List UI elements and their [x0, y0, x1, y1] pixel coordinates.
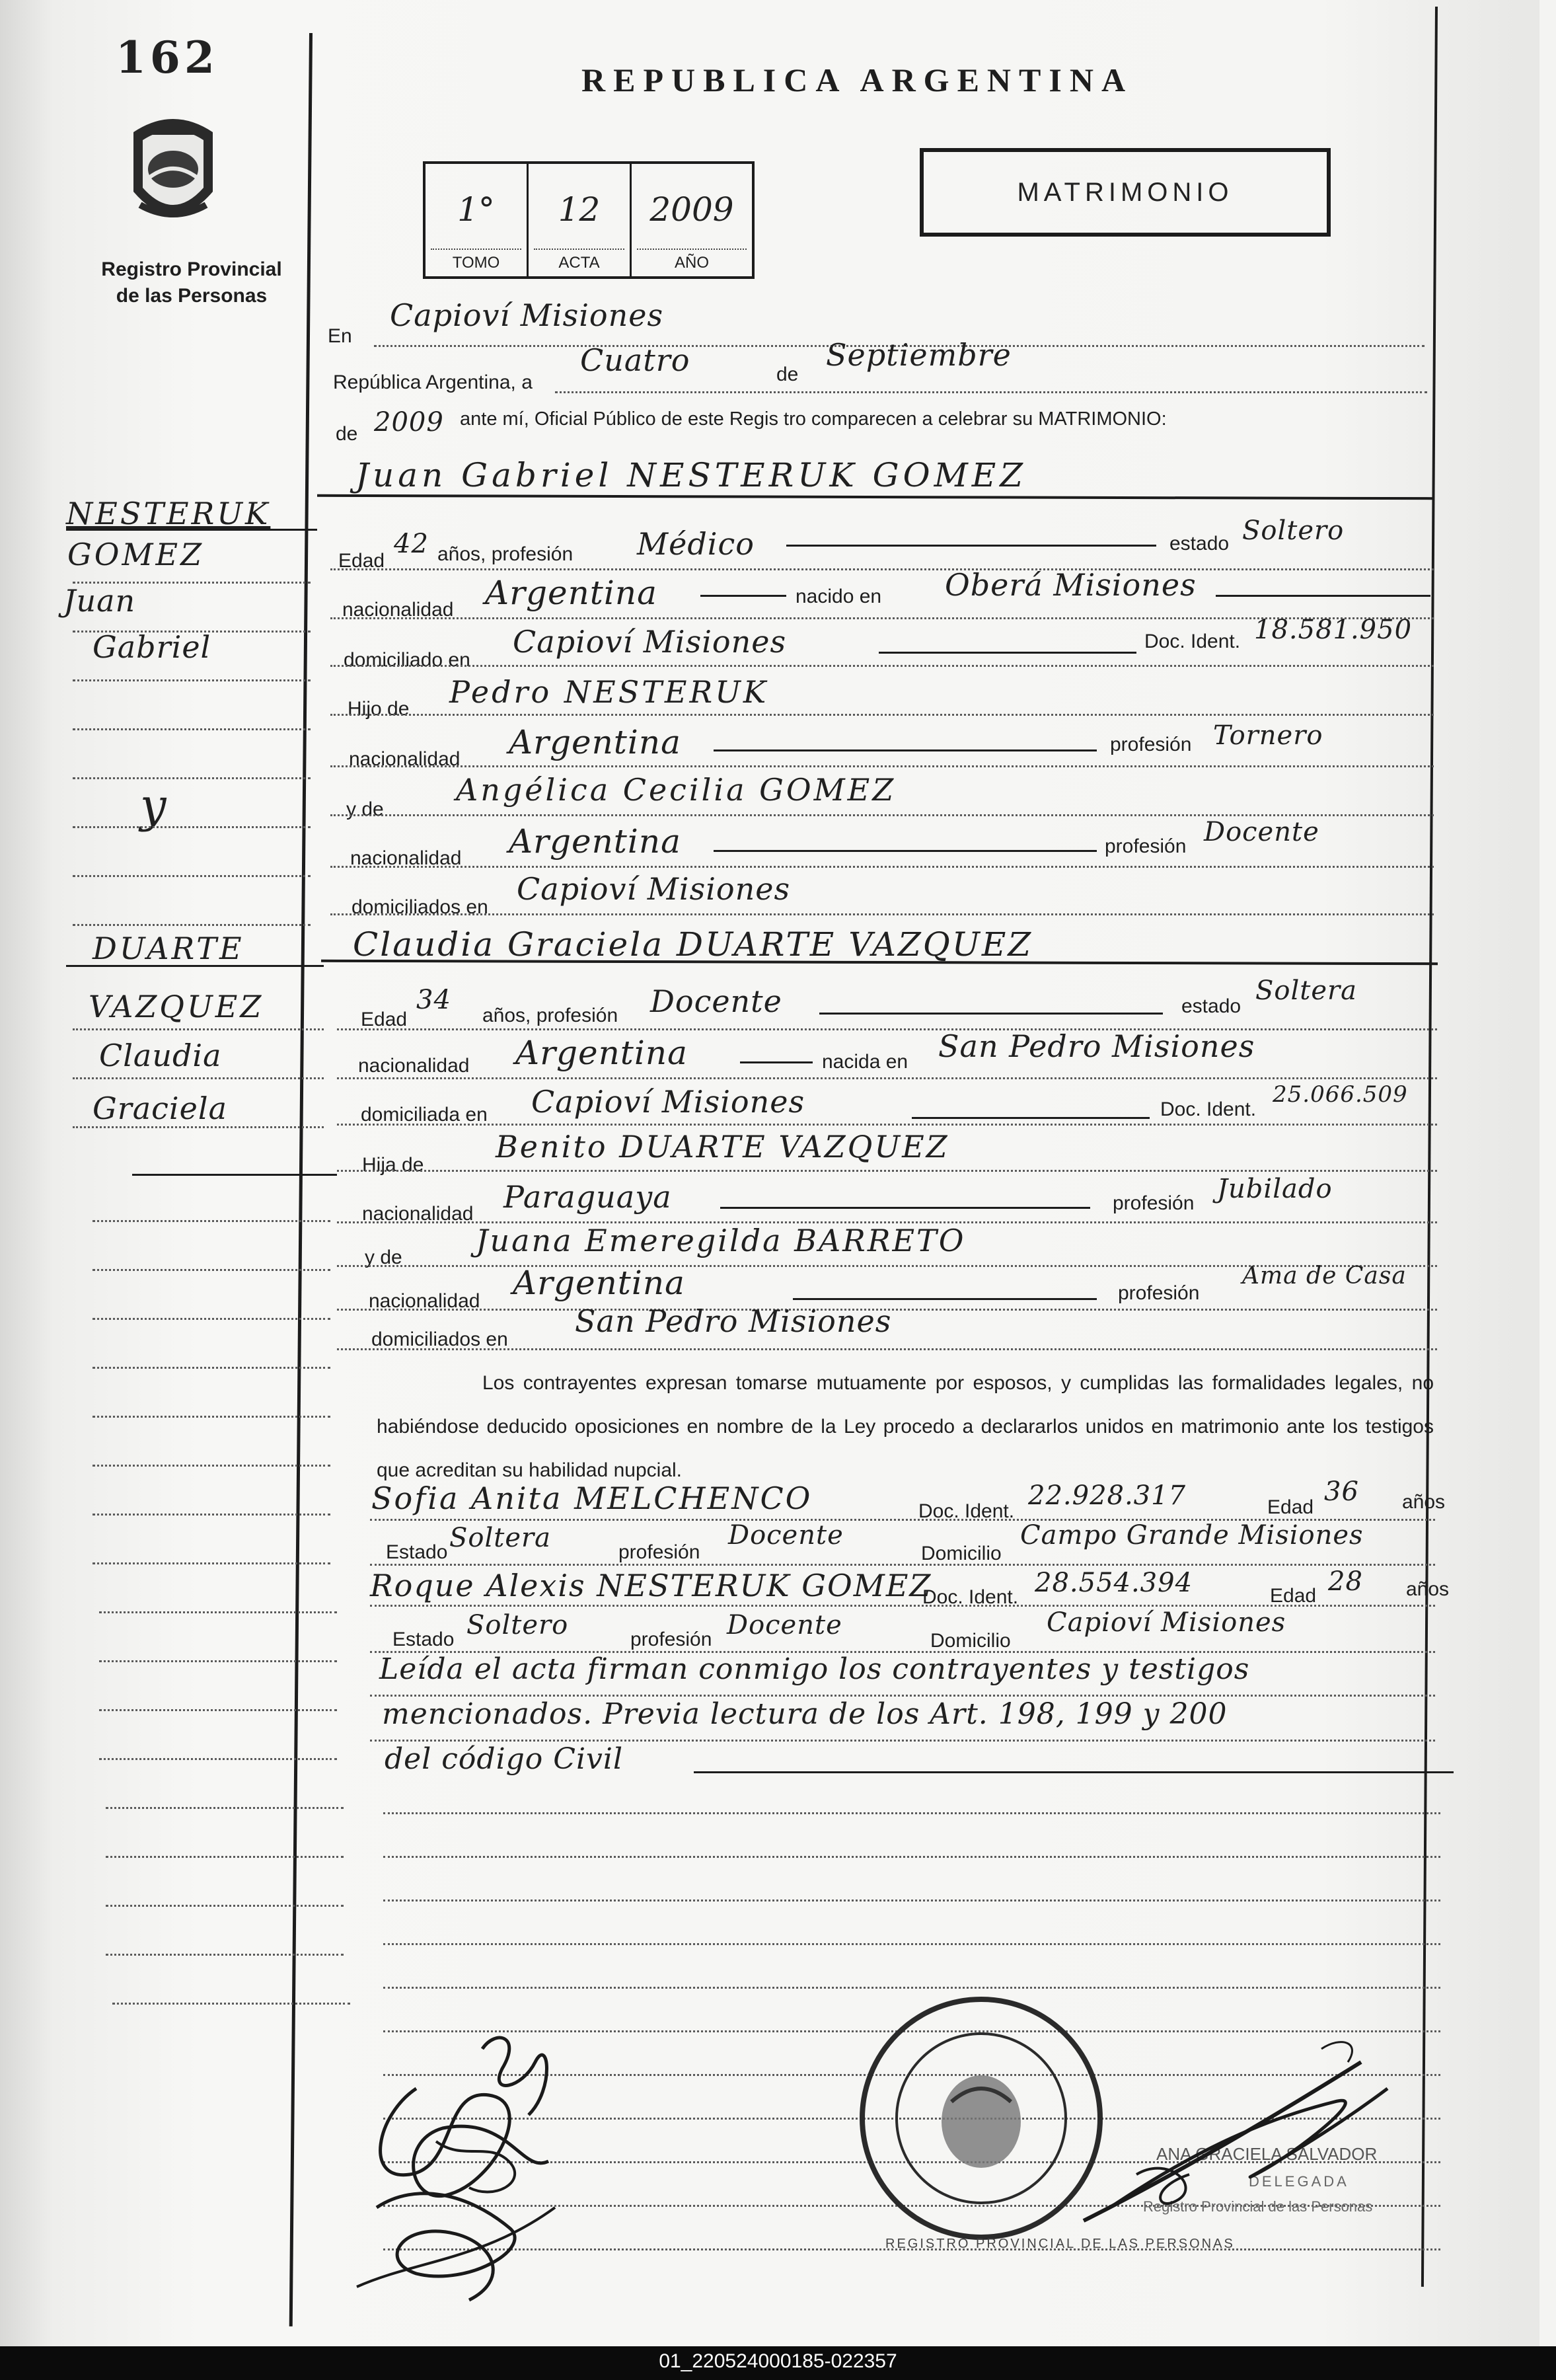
- margin-rule-line: [66, 529, 317, 531]
- intro-place: Capioví Misiones: [390, 297, 664, 333]
- act-type: MATRIMONIO: [1017, 177, 1234, 207]
- dotted-line: [337, 1124, 1437, 1126]
- answer-line: [714, 749, 1097, 751]
- witness-1-profession: Docente: [728, 1520, 844, 1551]
- dotted-line: [330, 665, 1434, 667]
- witness-2-domicilio-label: Domicilio: [930, 1630, 1011, 1652]
- bride-hija-label: Hija de: [362, 1154, 424, 1176]
- witness-2-name: Roque Alexis NESTERUK GOMEZ: [370, 1568, 932, 1603]
- margin-groom-given-2: Gabriel: [93, 629, 211, 665]
- closing-note-line2: mencionados. Previa lectura de los Art. 198, 199 y 200: [382, 1697, 1228, 1731]
- groom-mother-profesion-label: profesión: [1105, 835, 1187, 857]
- witness-1-doc-label: Doc. Ident.: [918, 1500, 1015, 1522]
- bride-mother-profesion-label: profesión: [1118, 1282, 1200, 1304]
- answer-line: [694, 1771, 1454, 1773]
- ano-label: AÑO: [674, 254, 709, 272]
- dotted-line: [370, 1695, 1435, 1697]
- dotted-line: [370, 1605, 1435, 1607]
- witness-2-edad-label: Edad: [1270, 1585, 1317, 1607]
- margin-rule-line: [66, 965, 324, 967]
- groom-full-name: Juan Gabriel NESTERUK GOMEZ: [355, 456, 1027, 494]
- dotted-line: [337, 1348, 1437, 1350]
- closing-note-line1: Leída el acta firman conmigo los contrayentes y testigos: [379, 1652, 1250, 1686]
- groom-domicile: Capioví Misiones: [513, 624, 787, 660]
- answer-line: [879, 652, 1136, 654]
- ano-cell: [632, 164, 752, 276]
- margin-rule: [289, 33, 313, 2326]
- bride-anos-profesion-label: años, profesión: [482, 1005, 618, 1026]
- bride-parents-domicile-label: domiciliados en: [371, 1328, 508, 1350]
- groom-mother-profession: Docente: [1204, 817, 1319, 847]
- intro-day: Cuatro: [580, 342, 690, 378]
- witness-2-profesion-label: profesión: [630, 1629, 712, 1650]
- intro-month: Septiembre: [826, 337, 1012, 373]
- acta-value: 12: [558, 190, 601, 229]
- registry-office-label: [66, 256, 317, 309]
- bride-nacionalidad-label: nacionalidad: [358, 1055, 470, 1077]
- dotted-line: [330, 866, 1434, 868]
- tomo-label: TOMO: [452, 254, 500, 272]
- groom-father-profession: Tornero: [1213, 720, 1323, 751]
- de-year-label: de: [336, 423, 358, 445]
- bride-mother-nationality-label: nacionalidad: [369, 1290, 480, 1312]
- groom-civil-status: Soltero: [1242, 516, 1345, 546]
- de-label: de: [776, 364, 799, 385]
- dotted-line: [330, 568, 1434, 570]
- dotted-line: [370, 1740, 1435, 1742]
- answer-line: [700, 595, 786, 597]
- groom-nationality: Argentina: [485, 574, 657, 612]
- groom-father: Pedro NESTERUK: [449, 674, 769, 710]
- bride-edad-label: Edad: [361, 1009, 408, 1030]
- bride-mother-nationality: Argentina: [513, 1264, 685, 1302]
- groom-estado-label: estado: [1169, 533, 1230, 555]
- margin-groom-surname-1: NESTERUK: [66, 496, 271, 531]
- bride-nacida-label: nacida en: [822, 1051, 908, 1073]
- dotted-line: [555, 391, 1427, 393]
- bride-mother-profession: Ama de Casa: [1242, 1262, 1407, 1289]
- groom-parents-domicile: Capioví Misiones: [517, 871, 791, 907]
- witness-2-domicile: Capioví Misiones: [1047, 1607, 1286, 1638]
- witness-2-civil-status: Soltero: [466, 1610, 569, 1640]
- declaration-paragraph: Los contrayentes expresan tomarse mutuamente por esposos, y cumplidas las formalidades legales, no habiéndose deducido oposiciones en nombre de la Ley procedo a declararlos unidos en matrimonio ante los testigos que acreditan su habilidad nupcial.: [377, 1372, 1434, 1481]
- witness-1-domicilio-label: Domicilio: [921, 1543, 1002, 1564]
- answer-line: [793, 1298, 1097, 1300]
- bride-estado-label: estado: [1181, 995, 1241, 1017]
- seal-text: REGISTRO PROVINCIAL DE LAS PERSONAS: [885, 2237, 1235, 2251]
- dotted-line: [330, 913, 1434, 915]
- intro-year: 2009: [374, 407, 444, 438]
- en-label: En: [328, 325, 352, 347]
- groom-anos-profesion-label: años, profesión: [437, 543, 574, 565]
- answer-line: [740, 1061, 813, 1063]
- section-rule: [317, 494, 1434, 500]
- registry-office-line1: Registro Provincial: [101, 258, 282, 280]
- margin-conjunction: y: [140, 779, 167, 833]
- groom-parents-domicile-label: domiciliados en: [352, 896, 488, 918]
- bride-domicile: Capioví Misiones: [531, 1084, 805, 1120]
- answer-line: [1216, 595, 1430, 597]
- republica-label: República Argentina, a: [333, 371, 533, 393]
- bride-father: Benito DUARTE VAZQUEZ: [496, 1129, 949, 1165]
- groom-yde-label: y de: [346, 798, 384, 820]
- witness-1-edad-label: Edad: [1267, 1496, 1314, 1518]
- answer-line: [912, 1117, 1150, 1119]
- margin-bride-surname-2: VAZQUEZ: [89, 989, 264, 1024]
- signature-scribble-icon: [1057, 2022, 1427, 2247]
- stamp-name: ANA GRACIELA SALVADOR: [1156, 2144, 1378, 2164]
- witness-1-name: Sofia Anita MELCHENCO: [371, 1480, 813, 1516]
- groom-father-nationality: Argentina: [509, 723, 681, 761]
- witness-1-profesion-label: profesión: [618, 1541, 700, 1563]
- signature-right: [1057, 2022, 1427, 2247]
- registry-box: [423, 161, 755, 279]
- dotted-line: [337, 1170, 1437, 1172]
- witness-2-doc-label: Doc. Ident.: [922, 1586, 1019, 1608]
- coat-of-arms-icon: [120, 106, 226, 238]
- margin-bride-given-1: Claudia: [99, 1038, 222, 1073]
- groom-domiciliado-label: domiciliado en: [344, 649, 470, 671]
- groom-nacido-label: nacido en: [796, 586, 882, 607]
- margin-bride-given-2: Graciela: [93, 1091, 227, 1126]
- bride-birthplace: San Pedro Misiones: [938, 1028, 1255, 1064]
- bride-domiciliada-label: domiciliada en: [361, 1104, 488, 1126]
- acta-label: ACTA: [558, 254, 600, 272]
- bride-mother: Juana Emeregilda BARRETO: [476, 1223, 966, 1258]
- dotted-line: [337, 1028, 1437, 1030]
- witness-2-age: 28: [1328, 1566, 1363, 1597]
- groom-mother: Angélica Cecilia GOMEZ: [456, 772, 897, 808]
- groom-father-nationality-label: nacionalidad: [349, 748, 461, 770]
- witness-1-domicile: Campo Grande Misiones: [1020, 1520, 1364, 1551]
- dotted-line: [330, 814, 1434, 816]
- margin-rule-line: [132, 1174, 337, 1176]
- margin-groom-surname-2: GOMEZ: [67, 537, 205, 572]
- groom-mother-nationality-label: nacionalidad: [350, 847, 462, 869]
- dotted-line: [337, 1077, 1437, 1079]
- country-title: REPUBLICA ARGENTINA: [581, 61, 1134, 98]
- witness-1-doc: 22.928.317: [1028, 1480, 1187, 1511]
- groom-mother-nationality: Argentina: [509, 822, 681, 861]
- stamp-office: Registro Provincial de las Personas: [1143, 2198, 1373, 2215]
- section-rule: [321, 960, 1438, 965]
- stamp-role: DELEGADA: [1249, 2173, 1349, 2190]
- bride-parents-domicile: San Pedro Misiones: [575, 1303, 892, 1339]
- bride-civil-status: Soltera: [1255, 976, 1357, 1006]
- bride-father-profesion-label: profesión: [1113, 1192, 1195, 1214]
- registry-office-line2: de las Personas: [116, 285, 268, 307]
- dotted-line: [370, 1564, 1435, 1566]
- bride-full-name: Claudia Graciela DUARTE VAZQUEZ: [353, 925, 1033, 964]
- witness-2-profession: Docente: [727, 1610, 842, 1640]
- registry-emblem: [120, 106, 226, 238]
- answer-line: [714, 850, 1097, 852]
- bride-yde-label: y de: [365, 1247, 402, 1268]
- ano-value: 2009: [649, 190, 734, 229]
- groom-father-profesion-label: profesión: [1110, 734, 1192, 755]
- groom-edad-label: Edad: [338, 550, 385, 572]
- bride-father-profession: Jubilado: [1217, 1174, 1333, 1204]
- page-number: 162: [116, 32, 219, 83]
- closing-note-line3: del código Civil: [385, 1742, 624, 1776]
- bride-nationality: Argentina: [515, 1034, 688, 1072]
- margin-bride-surname-1: DUARTE: [93, 931, 244, 966]
- witness-2-doc: 28.554.394: [1035, 1568, 1193, 1598]
- signatures-left: [337, 2009, 614, 2320]
- dotted-line: [330, 714, 1434, 716]
- groom-doc-label: Doc. Ident.: [1144, 631, 1241, 652]
- groom-birthplace: Oberá Misiones: [945, 567, 1197, 603]
- groom-nacionalidad-label: nacionalidad: [342, 599, 454, 621]
- groom-doc: 18.581.950: [1254, 615, 1413, 645]
- witness-2-estado-label: Estado: [392, 1629, 455, 1650]
- tomo-cell: [426, 164, 529, 276]
- bride-doc: 25.066.509: [1273, 1081, 1408, 1108]
- signature-scribble-icon: [337, 2009, 614, 2320]
- bride-age: 34: [416, 985, 451, 1015]
- groom-age: 42: [394, 529, 429, 559]
- answer-line: [819, 1013, 1163, 1015]
- act-type-box: [920, 148, 1331, 237]
- answer-line: [786, 545, 1156, 547]
- witness-1-civil-status: Soltera: [449, 1523, 551, 1553]
- witness-2-anos-label: años: [1406, 1578, 1450, 1600]
- file-id: 01_220524000185-022357: [659, 2350, 897, 2372]
- bride-father-nationality-label: nacionalidad: [362, 1203, 474, 1225]
- tomo-value: 1°: [457, 190, 495, 229]
- intro-ante-text: ante mí, Oficial Público de este Regis tro comparecen a celebrar su MATRIMONIO:: [460, 408, 1167, 430]
- witness-1-age: 36: [1324, 1477, 1359, 1507]
- answer-line: [720, 1207, 1090, 1209]
- bride-doc-label: Doc. Ident.: [1160, 1098, 1257, 1120]
- margin-groom-given-1: Juan: [63, 583, 136, 619]
- groom-hijo-label: Hijo de: [348, 698, 410, 720]
- bride-father-nationality: Paraguaya: [503, 1179, 672, 1215]
- witness-1-anos-label: años: [1402, 1491, 1446, 1513]
- groom-profession: Médico: [637, 526, 755, 562]
- acta-cell: [529, 164, 632, 276]
- witness-1-estado-label: Estado: [386, 1541, 448, 1563]
- dotted-line: [330, 765, 1434, 767]
- bride-profession: Docente: [650, 983, 782, 1019]
